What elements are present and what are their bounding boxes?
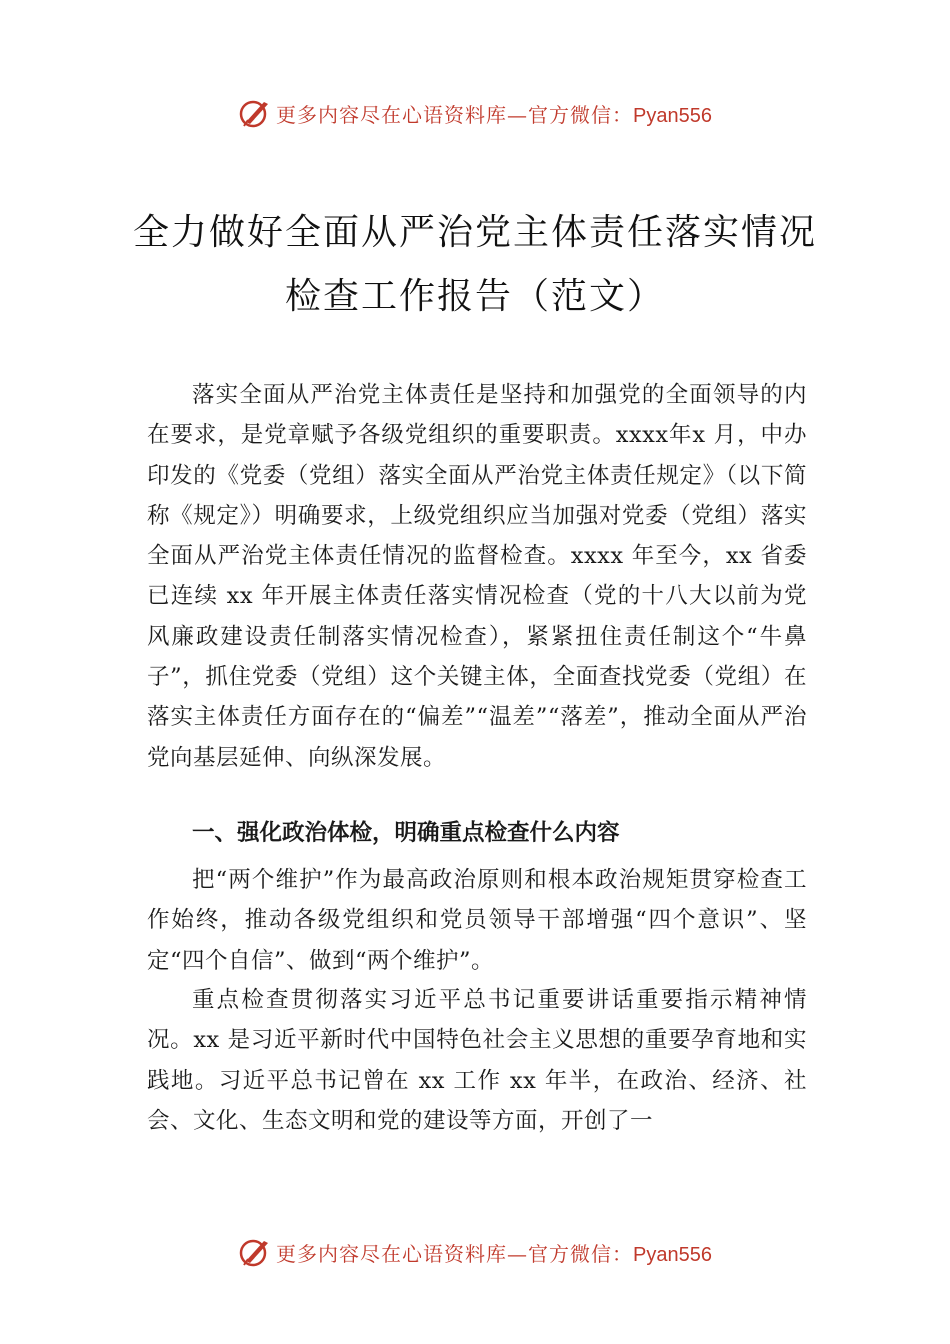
quill-pen-logo-icon — [238, 1235, 272, 1269]
document-title-line-1: 全力做好全面从严治党主体责任落实情况 — [132, 212, 817, 253]
wechat-id: Pyan556 — [633, 104, 712, 127]
paragraph-intro: 落实全面从严治党主体责任是坚持和加强党的全面领导的内在要求，是党章赋予各级党组织的重要职责。xxxx年x 月，中办印发的《党委（党组）落实全面从严治党主体责任规定》（以下简称《规定》）明确要求，上级党组织应当加强对党委（党组）落实全面从严治党主体责任情况的监督检查。xxxx 年至今，xx 省委已连续 xx 年开展主体责任落实情况检查（党的十八大以前为党风廉政建设责任制落实情况检查），紧紧扭住责任制这个“牛鼻子”，抓住党委（党组）这个关键主体，全面查找党委（党组）在落实主体责任方面存在的“偏差”“温差”“落差”，推动全面从严治党向基层延伸、向纵深发展。 — [147, 382, 807, 771]
quill-pen-logo-icon — [238, 96, 272, 130]
watermark-text: 更多内容尽在心语资料库—官方微信：Pyan556 — [276, 1241, 712, 1266]
watermark-banner-bottom — [0, 1232, 950, 1272]
watermark-text: 更多内容尽在心语资料库—官方微信：Pyan556 — [276, 102, 712, 127]
watermark-banner-top — [0, 93, 950, 133]
paragraph-two-maintains: 把“两个维护”作为最高政治原则和根本政治规矩贯穿检查工作始终，推动各级党组织和党员领导干部增强“四个意识”、坚定“四个自信”、做到“两个维护”。 — [147, 867, 807, 974]
wechat-id: Pyan556 — [633, 1243, 712, 1266]
section-heading-1: 一、强化政治体检，明确重点检查什么内容 — [192, 820, 620, 846]
document-title-line-2: 检查工作报告（范文） — [284, 276, 665, 317]
paragraph-key-inspection: 重点检查贯彻落实习近平总书记重要讲话重要指示精神情况。xx 是习近平新时代中国特色社会主义思想的重要孕育地和实践地。习近平总书记曾在 xx 工作 xx 年半，在政治、经济、社会、文化、生态文明和党的建设等方面，开创了一 — [147, 987, 807, 1134]
